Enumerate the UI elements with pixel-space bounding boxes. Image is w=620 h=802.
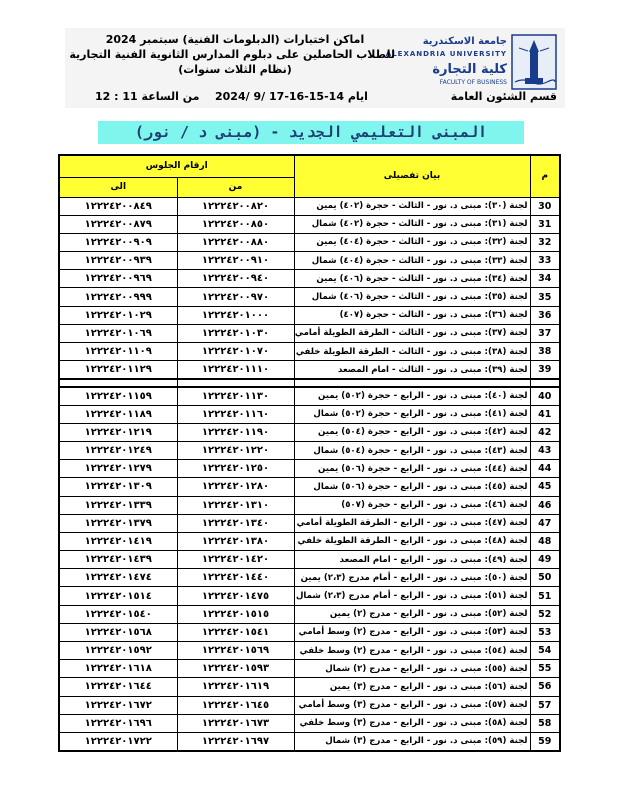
seat-from: ١٢٢٢٤٢٠١٤٧٥ [177, 587, 294, 605]
table-row [59, 532, 560, 550]
seat-from: ١٢٢٢٤٢٠١٣٤٠ [177, 514, 294, 532]
table-row [59, 514, 560, 532]
row-index: 51 [530, 587, 560, 605]
seat-to: ١٢٢٢٤٢٠١٢١٩ [59, 423, 177, 441]
seat-from: ١٢٢٢٤٢٠٠٩٤٠ [177, 270, 294, 288]
table-row [59, 288, 560, 306]
faculty-logo [385, 34, 557, 90]
col-description-header: بيان تفصيلى [294, 155, 530, 197]
row-description: لجنة (٤٠): مبنى د. نور - الرابع - حجرة (٥٠٢) يمين [294, 387, 530, 405]
table-row [59, 405, 560, 423]
row-description: لجنة (٤٨): مبنى د. نور - الرابع - الطرقة الطويلة خلفي [294, 532, 530, 550]
table-row [59, 551, 560, 569]
row-description: لجنة (٤٩): مبنى د. نور - الرابع - امام المصعد [294, 551, 530, 569]
table-row [59, 197, 560, 215]
row-description: لجنة (٤٢): مبنى د. نور - الرابع - حجرة (٥٠٤) يمين [294, 423, 530, 441]
table-row [59, 324, 560, 342]
table-row [59, 361, 560, 379]
seat-from: ١٢٢٢٤٢٠١٠٣٠ [177, 324, 294, 342]
row-index: 44 [530, 460, 560, 478]
seat-to: ١٢٢٢٤٢٠١٥١٤ [59, 587, 177, 605]
seat-from: ١٢٢٢٤٢٠١٠٧٠ [177, 343, 294, 361]
table-row [59, 423, 560, 441]
seat-to: ١٢٢٢٤٢٠١٦١٨ [59, 660, 177, 678]
seat-from: ١٢٢٢٤٢٠١٤٢٠ [177, 551, 294, 569]
seat-to: ١٢٢٢٤٢٠٠٩٠٩ [59, 233, 177, 251]
row-description: لجنة (٥٦): مبنى د. نور - الرابع - مدرج (٣) يمين [294, 678, 530, 696]
seat-to: ١٢٢٢٤٢٠٠٩٦٩ [59, 270, 177, 288]
document-header [65, 28, 565, 108]
row-description: لجنة (٥٢): مبنى د. نور - الرابع - مدرج (٢) يمين [294, 605, 530, 623]
table-row [59, 460, 560, 478]
row-description: لجنة (٣٥): مبنى د. نور - الثالث - حجرة (٤٠٦) شمال [294, 288, 530, 306]
seat-to: ١٢٢٢٤٢٠١٥٩٢ [59, 642, 177, 660]
row-index: 54 [530, 642, 560, 660]
table-row [59, 642, 560, 660]
row-index: 41 [530, 405, 560, 423]
row-description: لجنة (٤٣): مبنى د. نور - الرابع - حجرة (٥٠٤) شمال [294, 441, 530, 459]
row-index: 47 [530, 514, 560, 532]
seat-from: ١٢٢٢٤٢٠١١٩٠ [177, 423, 294, 441]
table-row [59, 660, 560, 678]
table-row [59, 343, 560, 361]
row-description: لجنة (٥٣): مبنى د. نور - الرابع - مدرج (٢) وسط أمامي [294, 623, 530, 641]
seat-from: ١٢٢٢٤٢٠١٢٢٠ [177, 441, 294, 459]
row-description: لجنة (٣٤): مبنى د. نور - الثالث - حجرة (٤٠٦) يمين [294, 270, 530, 288]
seat-from: ١٢٢٢٤٢٠١٢٥٠ [177, 460, 294, 478]
row-index: 46 [530, 496, 560, 514]
row-index: 36 [530, 306, 560, 324]
row-description: لجنة (٣٩): مبنى د. نور - الثالث - امام المصعد [294, 361, 530, 379]
seat-from: ١٢٢٢٤٢٠١٠٠٠ [177, 306, 294, 324]
document-titles [69, 32, 395, 77]
row-description: لجنة (٣٨): مبنى د. نور - الثالث - الطرقة الطويلة خلفي [294, 343, 530, 361]
row-description: لجنة (٥٨): مبنى د. نور - الرابع - مدرج (٣) وسط خلفي [294, 714, 530, 732]
row-description: لجنة (٣٠): مبنى د. نور - الثالث - حجرة (٤٠٢) يمين [294, 197, 530, 215]
university-name-en: ALEXANDRIA UNIVERSITY [385, 50, 507, 58]
exam-time: من الساعة 11 : 12 [95, 90, 200, 103]
row-description: لجنة (٥٩): مبنى د. نور - الرابع - مدرج (٣) شمال [294, 732, 530, 750]
seat-from: ١٢٢٢٤٢٠١٥٤١ [177, 623, 294, 641]
seat-from: ١٢٢٢٤٢٠١٦٩٧ [177, 732, 294, 750]
table-row [59, 569, 560, 587]
row-description: لجنة (٤١): مبنى د. نور - الرابع - حجرة (٥٠٢) شمال [294, 405, 530, 423]
seat-to: ١٢٢٢٤٢٠١١٠٩ [59, 343, 177, 361]
seat-to: ١٢٢٢٤٢٠١١٢٩ [59, 361, 177, 379]
seat-to: ١٢٢٢٤٢٠١٥٦٨ [59, 623, 177, 641]
row-index: 40 [530, 387, 560, 405]
row-index: 31 [530, 215, 560, 233]
row-index: 57 [530, 696, 560, 714]
row-description: لجنة (٣٧): مبنى د. نور - الثالث - الطرقة الطويلة أمامي [294, 324, 530, 342]
row-index: 53 [530, 623, 560, 641]
separator-cell [59, 379, 177, 387]
table-row [59, 441, 560, 459]
separator-cell [294, 379, 530, 387]
seat-from: ١٢٢٢٤٢٠٠٩٧٠ [177, 288, 294, 306]
table-row [59, 215, 560, 233]
seat-to: ١٢٢٢٤٢٠١٤٧٤ [59, 569, 177, 587]
row-index: 55 [530, 660, 560, 678]
title-line-3: (نظام الثلاث سنوات) [178, 63, 292, 76]
table-row [59, 605, 560, 623]
faculty-name-en: FACULTY OF BUSINESS [439, 79, 507, 86]
row-description: لجنة (٤٧): مبنى د. نور - الرابع - الطرقة الطويلة أمامي [294, 514, 530, 532]
table-row [59, 306, 560, 324]
seat-from: ١٢٢٢٤٢٠١٢٨٠ [177, 478, 294, 496]
row-index: 32 [530, 233, 560, 251]
seat-to: ١٢٢٢٤٢٠١٢٧٩ [59, 460, 177, 478]
seat-from: ١٢٢٢٤٢٠١٣٨٠ [177, 532, 294, 550]
seat-to: ١٢٢٢٤٢٠٠٨٤٩ [59, 197, 177, 215]
seat-to: ١٢٢٢٤٢٠١١٨٩ [59, 405, 177, 423]
seat-from: ١٢٢٢٤٢٠٠٨٢٠ [177, 197, 294, 215]
col-to-header: الى [59, 177, 177, 197]
table-row [59, 696, 560, 714]
table-row [59, 478, 560, 496]
seat-to: ١٢٢٢٤٢٠١٧٢٢ [59, 732, 177, 750]
seat-from: ١٢٢٢٤٢٠١٥٩٣ [177, 660, 294, 678]
seat-to: ١٢٢٢٤٢٠١٦٤٤ [59, 678, 177, 696]
seat-to: ١٢٢٢٤٢٠١٦٩٦ [59, 714, 177, 732]
row-index: 38 [530, 343, 560, 361]
table-row [59, 623, 560, 641]
seat-from: ١٢٢٢٤٢٠١١٦٠ [177, 405, 294, 423]
table-row [59, 587, 560, 605]
table-row [59, 714, 560, 732]
row-index: 49 [530, 551, 560, 569]
row-index: 35 [530, 288, 560, 306]
row-index: 39 [530, 361, 560, 379]
lighthouse-emblem-icon [511, 34, 557, 90]
seat-to: ١٢٢٢٤٢٠١٣٣٩ [59, 496, 177, 514]
col-seats-header: ارقام الجلوس [59, 155, 294, 177]
row-index: 33 [530, 252, 560, 270]
row-index: 48 [530, 532, 560, 550]
seat-from: ١٢٢٢٤٢٠١٥١٥ [177, 605, 294, 623]
seat-to: ١٢٢٢٤٢٠١٤٣٩ [59, 551, 177, 569]
department-name: قسم الشئون العامة [450, 90, 557, 103]
row-description: لجنة (٥٤): مبنى د. نور - الرابع - مدرج (٢) وسط خلفي [294, 642, 530, 660]
seat-to: ١٢٢٢٤٢٠١٦٧٢ [59, 696, 177, 714]
committees-table [58, 154, 561, 752]
seat-from: ١٢٢٢٤٢٠٠٨٥٠ [177, 215, 294, 233]
row-index: 59 [530, 732, 560, 750]
row-index: 34 [530, 270, 560, 288]
row-description: لجنة (٥٠): مبنى د. نور - الرابع - أمام مدرج (٢،٣) يمين [294, 569, 530, 587]
seat-to: ١٢٢٢٤٢٠١٥٤٠ [59, 605, 177, 623]
row-description: لجنة (٤٦): مبنى د. نور - الرابع - حجرة (٥٠٧) [294, 496, 530, 514]
row-index: 43 [530, 441, 560, 459]
seat-from: ١٢٢٢٤٢٠١٦٧٣ [177, 714, 294, 732]
seat-to: ١٢٢٢٤٢٠١١٥٩ [59, 387, 177, 405]
seat-from: ١٢٢٢٤٢٠٠٩١٠ [177, 252, 294, 270]
row-index: 45 [530, 478, 560, 496]
exam-days: ايام 14-15-16-17 /9 /2024 [215, 90, 368, 103]
title-line-2: للطلاب الحاصلين على دبلوم المدارس الثانوية الفنية التجارية [69, 48, 395, 61]
faculty-name-ar: كلية التجارة [432, 62, 507, 77]
row-description: لجنة (٣٦): مبنى د. نور - الثالث - حجرة (٤٠٧) [294, 306, 530, 324]
separator-cell [530, 379, 560, 387]
seat-to: ١٢٢٢٤٢٠٠٩٩٩ [59, 288, 177, 306]
row-description: لجنة (٤٥): مبنى د. نور - الرابع - حجرة (٥٠٦) شمال [294, 478, 530, 496]
seat-from: ١٢٢٢٤٢٠١١٣٠ [177, 387, 294, 405]
seat-to: ١٢٢٢٤٢٠١٣٧٩ [59, 514, 177, 532]
row-description: لجنة (٣٣): مبنى د. نور - الثالث - حجرة (٤٠٤) شمال [294, 252, 530, 270]
title-line-1: اماكن اختبارات (الدبلومات الفنية) سبتمبر 2024 [105, 33, 365, 46]
separator-cell [177, 379, 294, 387]
row-index: 50 [530, 569, 560, 587]
col-index-header: م [530, 155, 560, 197]
seat-to: ١٢٢٢٤٢٠١٠٦٩ [59, 324, 177, 342]
row-description: لجنة (٥٥): مبنى د. نور - الرابع - مدرج (٢) شمال [294, 660, 530, 678]
row-index: 42 [530, 423, 560, 441]
seat-from: ١٢٢٢٤٢٠١٥٦٩ [177, 642, 294, 660]
seat-to: ١٢٢٢٤٢٠٠٨٧٩ [59, 215, 177, 233]
table-row [59, 270, 560, 288]
col-from-header: من [177, 177, 294, 197]
row-index: 56 [530, 678, 560, 696]
row-description: لجنة (٣١): مبنى د. نور - الثالث - حجرة (٤٠٢) شمال [294, 215, 530, 233]
table-row [59, 678, 560, 696]
row-index: 52 [530, 605, 560, 623]
seat-from: ١٢٢٢٤٢٠١٦١٩ [177, 678, 294, 696]
seat-to: ١٢٢٢٤٢٠٠٩٣٩ [59, 252, 177, 270]
table-row [59, 387, 560, 405]
row-description: لجنة (٥٧): مبنى د. نور - الرابع - مدرج (٣) وسط أمامي [294, 696, 530, 714]
seat-from: ١٢٢٢٤٢٠١١١٠ [177, 361, 294, 379]
group-separator [59, 379, 560, 387]
seat-from: ١٢٢٢٤٢٠١٤٤٠ [177, 569, 294, 587]
row-description: لجنة (٣٢): مبنى د. نور - الثالث - حجرة (٤٠٤) يمين [294, 233, 530, 251]
row-description: لجنة (٤٤): مبنى د. نور - الرابع - حجرة (٥٠٦) يمين [294, 460, 530, 478]
seat-from: ١٢٢٢٤٢٠٠٨٨٠ [177, 233, 294, 251]
row-index: 37 [530, 324, 560, 342]
university-name-ar: جامعة الاسكندرية [422, 36, 507, 47]
seat-to: ١٢٢٢٤٢٠١٢٤٩ [59, 441, 177, 459]
seat-to: ١٢٢٢٤٢٠١٠٢٩ [59, 306, 177, 324]
table-row [59, 233, 560, 251]
seat-to: ١٢٢٢٤٢٠١٣٠٩ [59, 478, 177, 496]
building-title: المبنى التعليمي الجديد - (مبنى د / نور) [98, 121, 524, 144]
seat-from: ١٢٢٢٤٢٠١٦٤٥ [177, 696, 294, 714]
table-row [59, 252, 560, 270]
row-index: 30 [530, 197, 560, 215]
row-description: لجنة (٥١): مبنى د. نور - الرابع - أمام مدرج (٢،٣) شمال [294, 587, 530, 605]
table-row [59, 496, 560, 514]
table-row [59, 732, 560, 750]
row-index: 58 [530, 714, 560, 732]
seat-from: ١٢٢٢٤٢٠١٣١٠ [177, 496, 294, 514]
seat-to: ١٢٢٢٤٢٠١٤١٩ [59, 532, 177, 550]
